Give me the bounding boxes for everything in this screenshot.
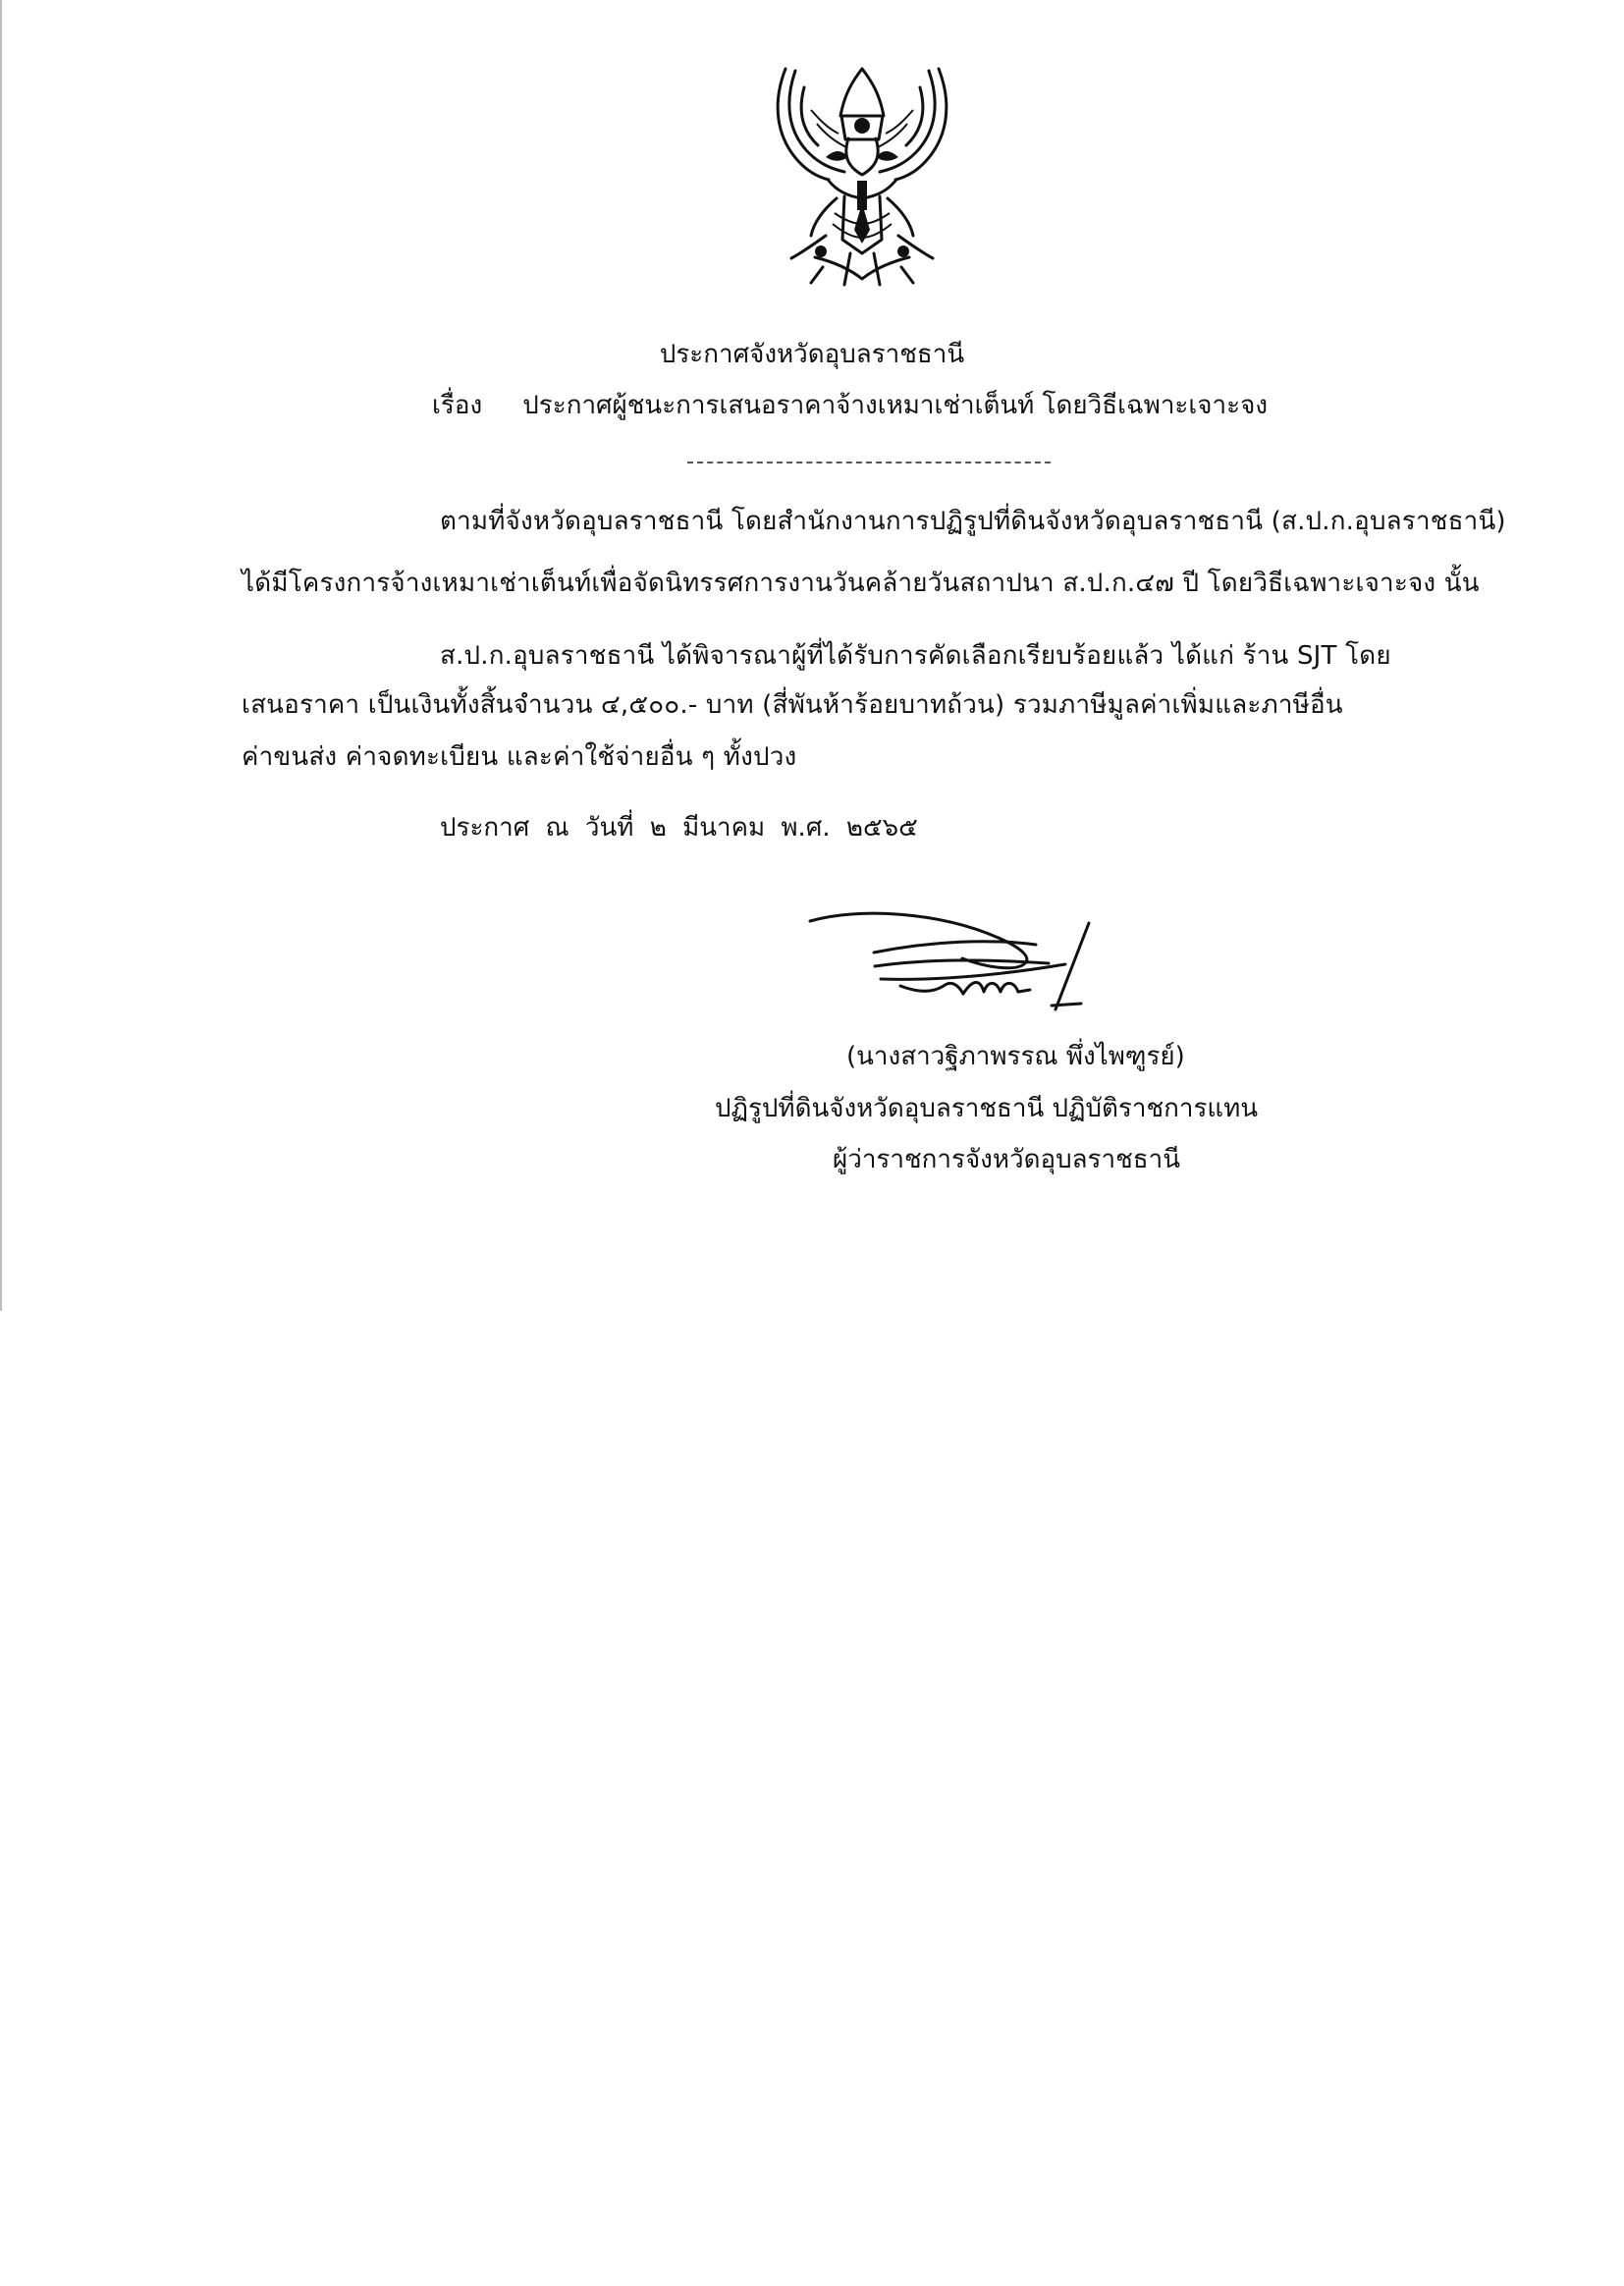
- subject-label: เรื่อง: [432, 391, 483, 420]
- signatory-role: ผู้ว่าราชการจังหวัดอุบลราชธานี: [833, 1145, 1181, 1174]
- document-title: ประกาศจังหวัดอุบลราชธานี: [659, 340, 965, 369]
- paragraph-2-line-1: ส.ป.ก.อุบลราชธานี ได้พิจารณาผู้ที่ได้รับการคัดเลือกเรียบร้อยแล้ว ได้แก่ ร้าน SJT โดย: [440, 641, 1391, 671]
- garuda-emblem-icon: [754, 51, 970, 291]
- signatory-position: ปฏิรูปที่ดินจังหวัดอุบลราชธานี ปฏิบัติราชการแทน: [715, 1094, 1259, 1123]
- paragraph-1-line-1: ตามที่จังหวัดอุบลราชธานี โดยสำนักงานการปฏิรูปที่ดินจังหวัดอุบลราชธานี (ส.ป.ก.อุบลราชธานี): [440, 507, 1506, 536]
- subject-text: ประกาศผู้ชนะการเสนอราคาจ้างเหมาเช่าเต็นท์ โดยวิธีเฉพาะเจาะจง: [522, 391, 1269, 420]
- signature-icon: [790, 903, 1114, 1021]
- announcement-date: ประกาศ ณ วันที่ ๒ มีนาคม พ.ศ. ๒๕๖๕: [440, 813, 918, 843]
- title-divider: [687, 462, 1051, 463]
- paragraph-2-line-3: ค่าขนส่ง ค่าจดทะเบียน และค่าใช้จ่ายอื่น ๆ ทั้งปวง: [242, 742, 797, 772]
- page-edge-shadow: [0, 0, 2, 1311]
- paragraph-2-line-2: เสนอราคา เป็นเงินทั้งสิ้นจำนวน ๔,๕๐๐.- บาท (สี่พันห้าร้อยบาทถ้วน) รวมภาษีมูลค่าเพิ่มและภาษีอื่น: [242, 690, 1343, 720]
- paragraph-1-line-2: ได้มีโครงการจ้างเหมาเช่าเต็นท์เพื่อจัดนิทรรศการงานวันคล้ายวันสถาปนา ส.ป.ก.๔๗ ปี โดยวิธีเฉพาะเจาะจง นั้น: [242, 569, 1480, 598]
- signatory-name: (นางสาวฐิภาพรรณ พึ่งไพฑูรย์): [846, 1042, 1185, 1071]
- document-subject: [432, 390, 1268, 421]
